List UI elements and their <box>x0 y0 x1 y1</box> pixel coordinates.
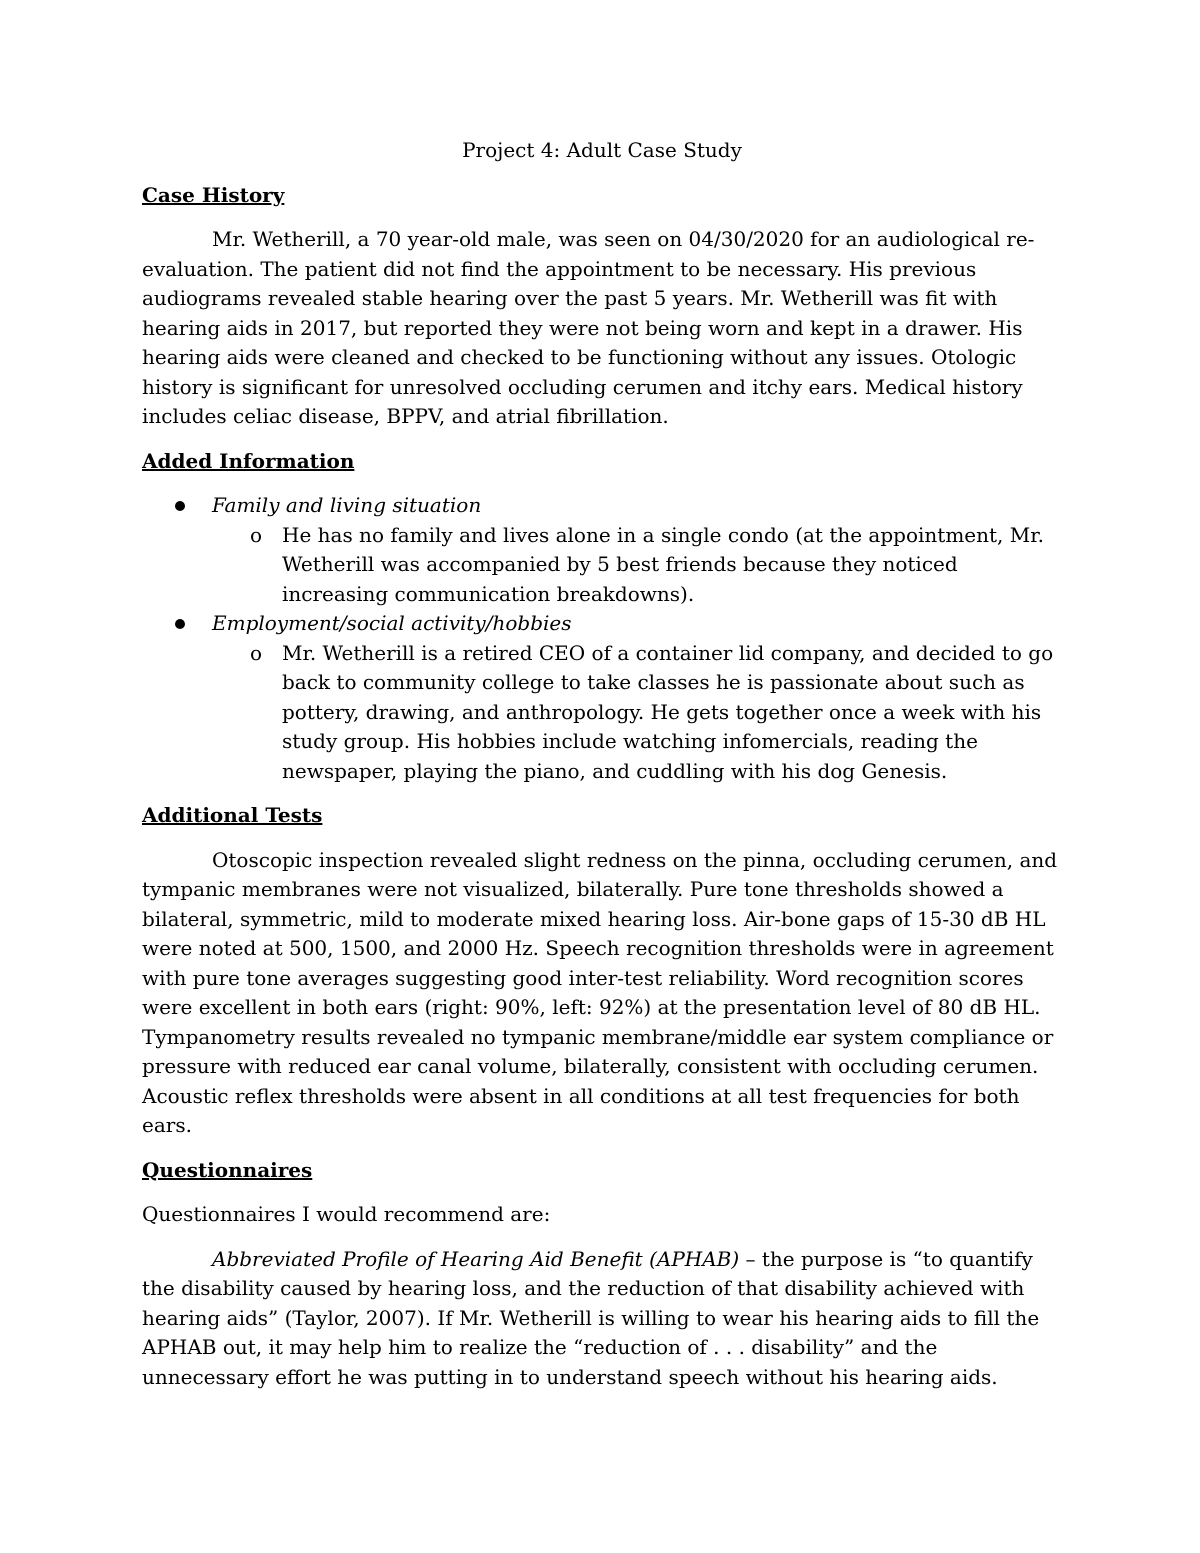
additional-tests-paragraph: Otoscopic inspection revealed slight redness on the pinna, occluding cerumen, and tympanic membranes were not visualized, bilaterally. Pure tone thresholds showed a bilateral, symmetric, mild to moderate mixed hearing loss. Air-bone gaps of 15-30 dB HL were noted at 500, 1500, and 2000 Hz. Speech recognition thresholds were in agreement with pure tone averages suggesting good inter-test reliability. Word recognition scores were excellent in both ears (right: 90%, left: 92%) at the presentation level of 80 dB HL. Tympanometry results revealed no tympanic membrane/middle ear system compliance or pressure with reduced ear canal volume, bilaterally, consistent with occluding cerumen. Acoustic reflex thresholds were absent in all conditions at all test frequencies for both ears. <box>142 847 1058 1137</box>
list-item <box>142 491 1062 609</box>
questionnaires-heading: Questionnaires <box>142 1157 313 1182</box>
added-information-list <box>142 491 1062 786</box>
bullet-icon <box>175 501 185 511</box>
list-item <box>142 609 1062 786</box>
sub-list-item <box>212 639 1062 787</box>
family-detail: He has no family and lives alone in a single condo (at the appointment, Mr. Wetherill was accompanied by 5 best friends because they noticed increasing communication breakdowns). <box>282 522 1044 606</box>
bullet-topic-family: Family and living situation <box>212 493 482 517</box>
circle-bullet-icon: o <box>250 522 263 547</box>
document-page <box>142 136 1062 1407</box>
bullet-topic-employment: Employment/social activity/hobbies <box>212 611 572 635</box>
sub-list <box>212 639 1062 787</box>
additional-tests-heading: Additional Tests <box>142 803 323 827</box>
employment-detail: Mr. Wetherill is a retired CEO of a container lid company, and decided to go back to community college to take classes he is passionate about such as pottery, drawing, and anthropology. He gets together once a week with his study group. His hobbies include watching infomercials, reading the newspaper, playing the piano, and cuddling with his dog Genesis. <box>282 640 1054 783</box>
questionnaires-intro: Questionnaires I would recommend are: <box>142 1202 551 1226</box>
added-information-heading: Added Information <box>142 448 355 473</box>
case-history-paragraph: Mr. Wetherill, a 70 year-old male, was seen on 04/30/2020 for an audiological re-evaluation. The patient did not find the appointment to be necessary. His previous audiograms revealed stable hearing over the past 5 years. Mr. Wetherill was fit with hearing aids in 2017, but reported they were not being worn and kept in a drawer. His hearing aids were cleaned and checked to be functioning without any issues. Otologic history is significant for unresolved occluding cerumen and itchy ears. Medical history includes celiac disease, BPPV, and atrial fibrillation. <box>142 227 1035 428</box>
sub-list-item <box>212 521 1062 610</box>
aphab-name: Abbreviated Profile of Hearing Aid Benefit (APHAB) <box>212 1246 740 1271</box>
aphab-paragraph <box>142 1245 1062 1393</box>
sub-list <box>212 521 1062 610</box>
bullet-icon <box>175 619 185 629</box>
circle-bullet-icon: o <box>250 640 263 665</box>
aphab-description: – the purpose is “to quantify the disability caused by hearing loss, and the reduction of that disability achieved with hearing aids” (Taylor, 2007). If Mr. Wetherill is willing to wear his hearing aids to fill the APHAB out, it may help him to realize the “reduction of . . . disability” and the unnecessary effort he was putting in to understand speech without his hearing aids. <box>142 1246 1040 1389</box>
case-history-heading: Case History <box>142 182 285 207</box>
document-title: Project 4: Adult Case Study <box>462 138 742 162</box>
